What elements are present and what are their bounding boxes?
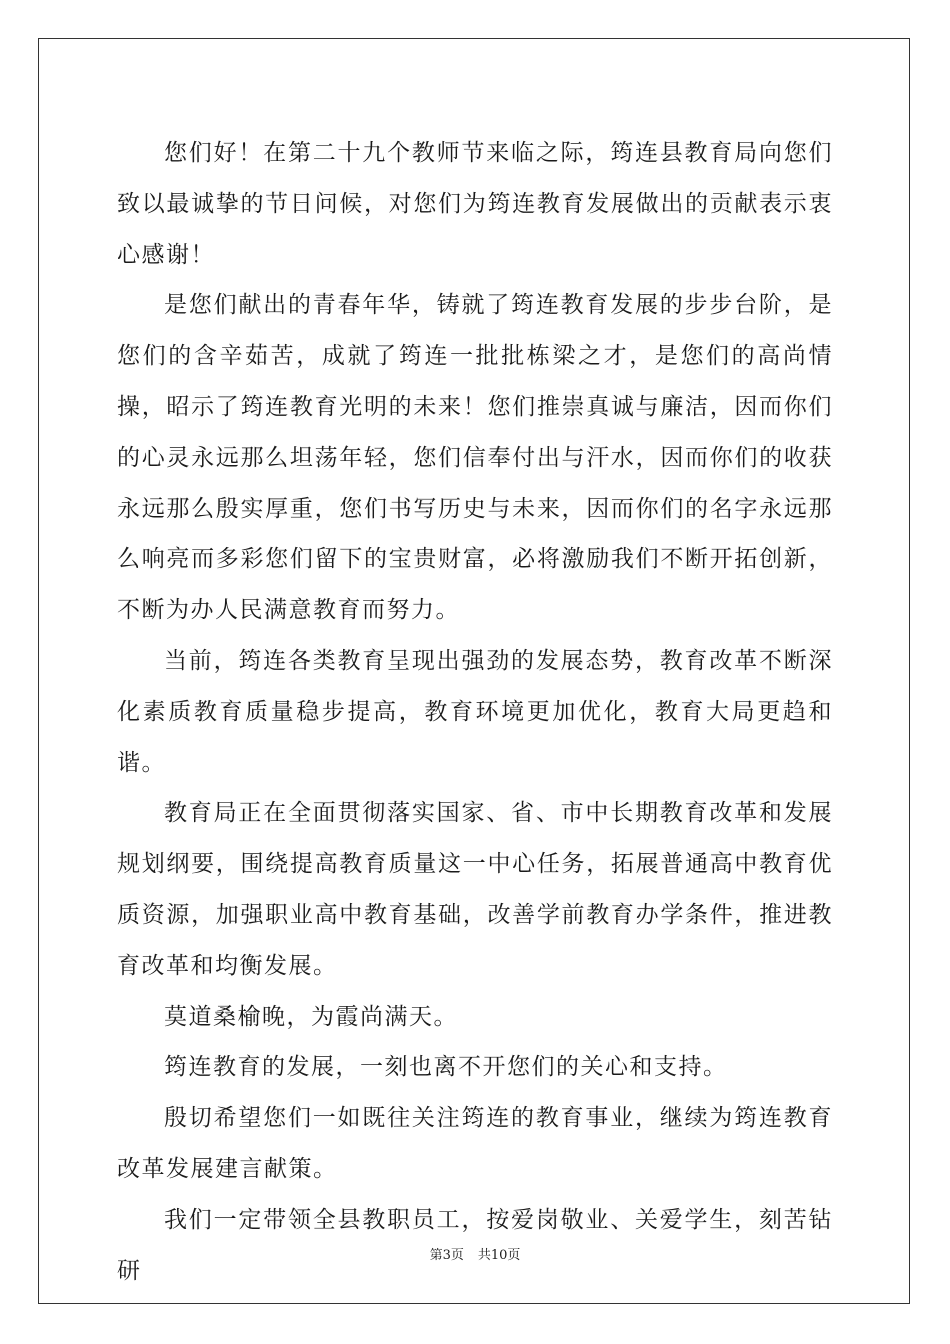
page-total: 共10页 [477, 1248, 521, 1263]
paragraph-8: 我们一定带领全县教职员工，按爱岗敬业、关爱学生，刻苦钻研 [117, 1206, 833, 1284]
paragraph-6: 筠连教育的发展，一刻也离不开您们的关心和支持。 [164, 1054, 728, 1081]
page-number: 第3页 [429, 1248, 464, 1263]
paragraph-5: 莫道桑榆晚，为霞尚满天。 [164, 1003, 458, 1030]
paragraph-4: 教育局正在全面贯彻落实国家、省、市中长期教育改革和发展规划纲要，围绕提高教育质量这一中心任务，拓展普通高中教育优质资源，加强职业高中教育基础，改善学前教育办学条件，推进教育改革和均衡发展。 [117, 800, 833, 979]
paragraph-3: 当前，筠连各类教育呈现出强劲的发展态势，教育改革不断深化素质教育质量稳步提高，教育环境更加优化，教育大局更趋和谐。 [117, 647, 833, 776]
paragraph-1: 您们好！在第二十九个教师节来临之际，筠连县教育局向您们致以最诚挚的节日问候，对您们为筠连教育发展做出的贡献表示衷心感谢！ [117, 140, 833, 268]
paragraph-7: 殷切希望您们一如既往关注筠连的教育事业，继续为筠连教育改革发展建言献策。 [117, 1105, 833, 1182]
document-body [117, 128, 833, 1296]
page-footer [0, 1248, 950, 1264]
paragraph-2: 是您们献出的青春年华，铸就了筠连教育发展的步步台阶，是您们的含辛茹苦，成就了筠连一批批栋梁之才，是您们的高尚情操，昭示了筠连教育光明的未来！您们推崇真诚与廉洁，因而你们的心灵永远那么坦荡年轻，您们信奉付出与汗水，因而你们的收获永远那么殷实厚重，您们书写历史与未来，因而你们的名字永远那么响亮而多彩您们留下的宝贵财富，必将激励我们不断开拓创新，不断为办人民满意教育而努力。 [117, 292, 833, 624]
